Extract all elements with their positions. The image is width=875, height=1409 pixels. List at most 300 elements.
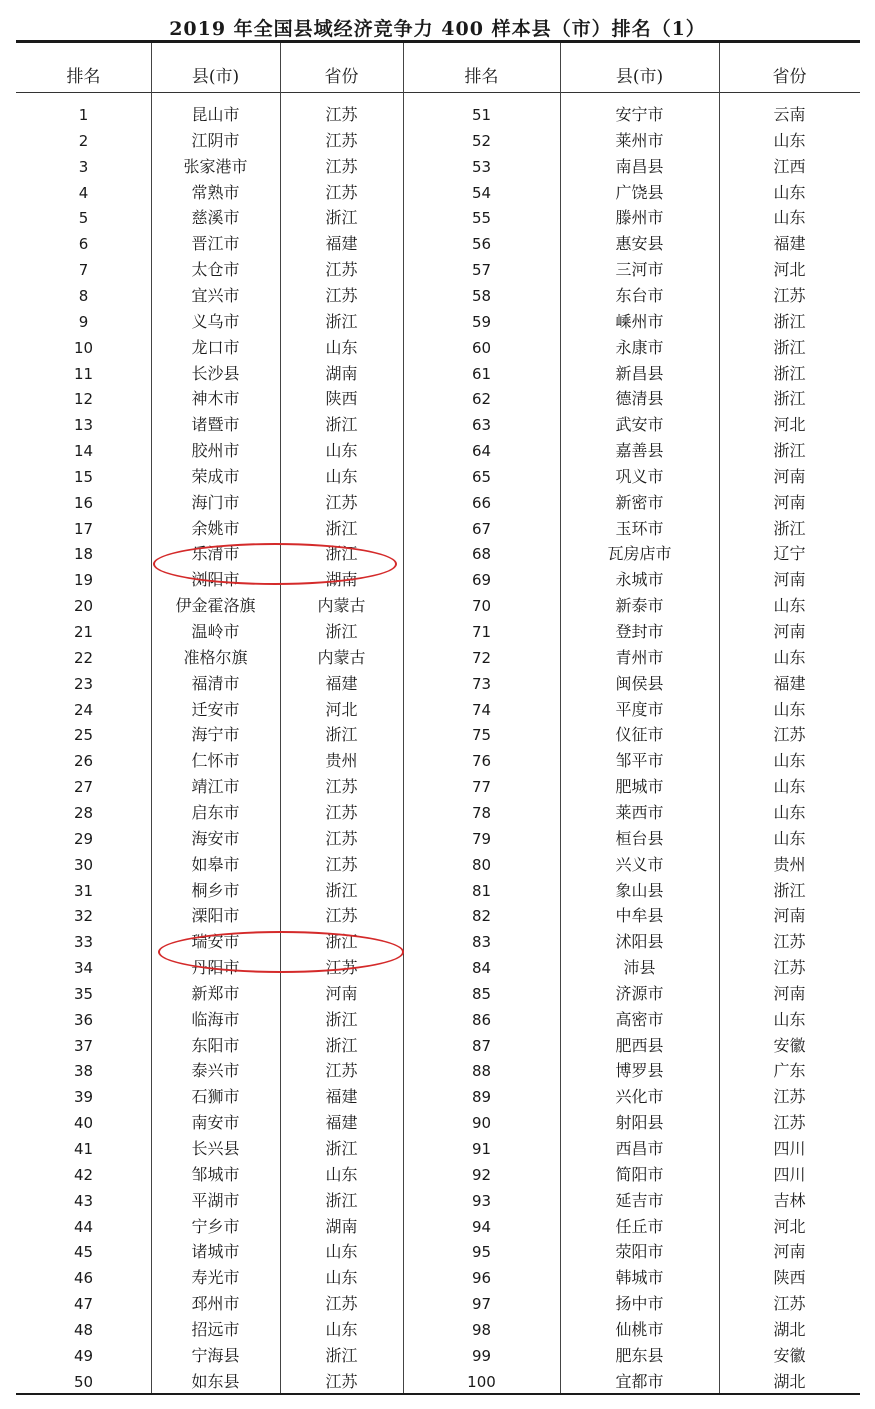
right-county-cell: 莱州市 [615,130,664,150]
right-rank-cell: 54 [471,183,492,202]
right-county-cell: 肥城市 [615,777,664,797]
header-rank-left: 排名 [66,67,101,87]
left-county-cell: 临海市 [191,1009,240,1029]
right-rank-cell: 82 [471,907,492,926]
left-rank-cell: 32 [73,907,94,926]
left-county-cell: 招远市 [191,1319,240,1339]
right-county-cell: 新昌县 [615,363,664,383]
right-province-cell: 山东 [773,828,806,848]
left-county-cell: 桐乡市 [191,880,240,900]
right-rank-cell: 91 [471,1140,492,1158]
left-province-cell: 浙江 [325,622,358,641]
header-county-right: 县(市) [615,67,664,87]
right-county-cell: 安宁市 [615,105,664,124]
right-county-cell: 兴义市 [615,854,664,874]
left-rank-cell: 2 [78,131,89,150]
page-title: 2019 年全国县域经济竞争力 400 样本县（市）排名（1） [169,18,706,40]
right-county-cell: 南昌县 [615,156,664,176]
left-province-cell: 山东 [325,1242,358,1262]
left-county-cell: 邹城市 [191,1164,240,1184]
header-rule [16,92,860,93]
right-county-cell: 永康市 [615,337,664,357]
left-province-cell: 河北 [325,699,358,719]
left-province-cell: 湖南 [325,363,358,383]
right-province-cell: 河南 [773,1242,806,1262]
left-rank-cell: 14 [73,442,94,461]
right-province-cell: 江苏 [773,1113,806,1133]
right-county-cell: 平度市 [615,699,664,719]
right-province-cell: 山东 [773,751,806,771]
left-rank-cell: 29 [73,829,94,848]
right-province-cell: 山东 [773,647,806,667]
left-county-cell: 长沙县 [191,363,240,383]
right-province-cell: 山东 [773,130,806,150]
right-county-cell: 新泰市 [615,596,664,616]
right-province-cell: 河南 [773,622,806,641]
left-county-cell: 启东市 [191,802,240,822]
right-rank-cell: 79 [471,829,492,848]
left-province-cell: 内蒙古 [317,596,366,616]
left-rank-cell: 8 [78,286,89,305]
right-county-cell: 扬中市 [615,1294,664,1314]
right-county-cell: 任丘市 [615,1216,664,1236]
right-county-cell: 延吉市 [615,1190,664,1210]
left-rank-cell: 20 [73,597,94,616]
left-rank-cell: 44 [73,1217,94,1236]
right-province-cell: 江苏 [773,958,806,978]
left-rank-cell: 37 [73,1036,94,1055]
right-county-cell: 仙桃市 [615,1319,664,1339]
right-rank-cell: 77 [471,778,492,797]
right-county-cell: 沭阳县 [615,932,664,952]
right-county-cell: 青州市 [615,647,664,667]
header-county-left: 县(市) [191,67,240,87]
right-rank-cell: 85 [471,984,492,1003]
left-rank-cell: 25 [73,726,94,745]
right-rank-cell: 68 [471,545,492,564]
left-county-cell: 太仓市 [191,260,240,280]
left-province-cell: 浙江 [325,1345,358,1365]
left-county-cell: 新郑市 [191,983,240,1003]
left-county-cell: 福清市 [191,673,240,693]
right-rank-cell: 73 [471,674,492,693]
right-province-cell: 广东 [773,1061,806,1081]
right-rank-cell: 58 [471,286,492,305]
left-rank-cell: 46 [73,1269,94,1288]
right-county-cell: 象山县 [615,880,664,900]
left-rank-cell: 36 [73,1010,94,1029]
left-province-cell: 山东 [325,441,358,461]
left-province-cell: 湖南 [325,570,358,590]
right-county-cell: 肥东县 [615,1345,664,1365]
left-county-cell: 余姚市 [191,518,240,538]
left-rank-cell: 19 [73,571,94,590]
left-county-cell: 昆山市 [191,105,240,124]
left-province-cell: 贵州 [325,751,358,771]
right-rank-cell: 88 [471,1062,492,1081]
left-province-cell: 福建 [325,1113,358,1133]
left-province-cell: 浙江 [325,880,358,900]
left-province-cell: 浙江 [325,725,358,745]
right-province-cell: 山东 [773,802,806,822]
right-rank-cell: 89 [471,1088,492,1107]
right-rank-cell: 63 [471,416,492,435]
left-rank-cell: 15 [73,467,94,486]
right-rank-cell: 93 [471,1191,492,1210]
right-county-cell: 永城市 [615,570,664,590]
right-province-cell: 浙江 [773,363,806,383]
left-province-cell: 浙江 [325,518,358,538]
left-county-cell: 常熟市 [191,182,240,202]
left-county-cell: 泰兴市 [191,1061,240,1081]
right-province-cell: 浙江 [773,311,806,331]
left-rank-cell: 40 [73,1114,94,1133]
right-rank-cell: 78 [471,803,492,822]
right-province-cell: 陕西 [773,1268,806,1288]
left-county-cell: 海宁市 [191,725,240,745]
right-county-cell: 济源市 [615,983,664,1003]
right-province-cell: 江西 [773,156,806,176]
right-province-cell: 河北 [773,1216,806,1236]
right-rank-cell: 52 [471,131,492,150]
right-rank-cell: 98 [471,1320,492,1339]
left-rank-cell: 42 [73,1165,94,1184]
right-province-cell: 安徽 [773,1345,806,1365]
right-province-cell: 安徽 [773,1035,806,1055]
right-county-cell: 巩义市 [615,466,664,486]
left-county-cell: 晋江市 [191,234,240,254]
left-province-cell: 江苏 [325,1371,358,1391]
right-province-cell: 浙江 [773,337,806,357]
left-rank-cell: 45 [73,1243,94,1262]
right-county-cell: 莱西市 [615,802,664,822]
right-county-cell: 新密市 [615,492,664,512]
left-rank-cell: 5 [78,209,89,228]
right-rank-cell: 74 [471,700,492,719]
left-province-cell: 福建 [325,1087,358,1107]
left-county-cell: 诸暨市 [191,415,240,435]
left-province-cell: 江苏 [325,1061,358,1081]
right-county-cell: 三河市 [615,260,664,280]
right-rank-cell: 80 [471,855,492,874]
left-county-cell: 江阴市 [191,130,240,150]
left-county-cell: 准格尔旗 [183,647,248,667]
right-county-cell: 兴化市 [615,1087,664,1107]
right-rank-cell: 86 [471,1010,492,1029]
right-rank-cell: 51 [471,106,492,124]
right-rank-cell: 95 [471,1243,492,1262]
left-rank-cell: 43 [73,1191,94,1210]
right-province-cell: 浙江 [773,441,806,461]
left-county-cell: 长兴县 [191,1139,240,1158]
left-county-cell: 宁海县 [191,1345,240,1365]
right-county-cell: 宜都市 [615,1371,664,1391]
left-rank-cell: 31 [73,881,94,900]
left-county-cell: 溧阳市 [191,906,240,926]
right-rank-cell: 70 [471,597,492,616]
right-province-cell: 湖北 [773,1371,806,1391]
right-province-cell: 山东 [773,182,806,202]
left-province-cell: 内蒙古 [317,647,366,667]
left-province-cell: 浙江 [325,1009,358,1029]
highlight-oval-rank-33 [158,931,404,973]
left-rank-cell: 30 [73,855,94,874]
right-province-cell: 吉林 [773,1190,806,1210]
right-county-cell: 玉环市 [615,518,664,538]
left-rank-cell: 28 [73,803,94,822]
right-province-cell: 浙江 [773,880,806,900]
right-county-cell: 中牟县 [615,906,664,926]
right-rank-cell: 67 [471,519,492,538]
right-county-cell: 邹平市 [615,751,664,771]
left-province-cell: 江苏 [325,182,358,202]
right-county-cell: 荥阳市 [615,1242,664,1262]
left-rank-cell: 49 [73,1346,94,1365]
right-rank-cell: 69 [471,571,492,590]
left-county-cell: 张家港市 [183,156,248,176]
left-county-cell: 诸城市 [191,1242,240,1262]
left-county-cell: 宁乡市 [191,1216,240,1236]
left-rank-cell: 48 [73,1320,94,1339]
right-county-cell: 肥西县 [615,1035,664,1055]
right-rank-cell: 64 [471,442,492,461]
highlight-oval-rank-18 [153,543,397,585]
right-province-cell: 江苏 [773,285,806,305]
right-county-cell: 沛县 [623,958,656,978]
right-rank-cell: 57 [471,261,492,280]
right-province-cell: 辽宁 [773,544,806,564]
left-province-cell: 浙江 [325,932,358,952]
left-county-cell: 如皋市 [191,854,240,874]
left-county-cell: 如东县 [191,1371,240,1391]
left-province-cell: 江苏 [325,777,358,797]
left-county-cell: 仁怀市 [191,751,240,771]
right-county-cell: 韩城市 [615,1268,664,1288]
left-province-cell: 河南 [325,983,358,1003]
left-rank-cell: 27 [73,778,94,797]
left-province-cell: 山东 [325,1164,358,1184]
right-rank-cell: 75 [471,726,492,745]
top-rule [16,40,860,43]
right-province-cell: 浙江 [773,389,806,409]
right-county-cell: 博罗县 [615,1061,664,1081]
right-province-cell: 江苏 [773,932,806,952]
left-county-cell: 宜兴市 [191,285,240,305]
left-province-cell: 山东 [325,466,358,486]
right-rank-cell: 99 [471,1346,492,1365]
left-province-cell: 江苏 [325,828,358,848]
left-county-cell: 东阳市 [191,1035,240,1055]
right-county-cell: 桓台县 [615,828,664,848]
right-province-cell: 山东 [773,777,806,797]
right-rank-cell: 96 [471,1269,492,1288]
left-province-cell: 浙江 [325,1139,358,1158]
left-county-cell: 浏阳市 [191,570,240,590]
right-county-cell: 广饶县 [615,182,664,202]
left-rank-cell: 17 [73,519,94,538]
left-county-cell: 伊金霍洛旗 [175,596,256,616]
right-province-cell: 河南 [773,570,806,590]
left-province-cell: 浙江 [325,415,358,435]
right-county-cell: 西昌市 [615,1139,664,1158]
left-rank-cell: 4 [78,183,89,202]
right-rank-cell: 83 [471,933,492,952]
left-county-cell: 海安市 [191,828,240,848]
right-rank-cell: 94 [471,1217,492,1236]
left-county-cell: 丹阳市 [191,958,240,978]
right-province-cell: 江苏 [773,1294,806,1314]
left-rank-cell: 21 [73,623,94,641]
left-rank-cell: 7 [78,261,89,280]
right-rank-cell: 53 [471,157,492,176]
left-rank-cell: 3 [78,157,89,176]
right-county-cell: 德清县 [615,389,664,409]
right-rank-cell: 62 [471,390,492,409]
left-rank-cell: 24 [73,700,94,719]
right-rank-cell: 84 [471,959,492,978]
right-rank-cell: 66 [471,493,492,512]
left-county-cell: 龙口市 [191,337,240,357]
left-province-cell: 江苏 [325,285,358,305]
right-province-cell: 河南 [773,492,806,512]
right-province-cell: 福建 [773,673,806,693]
left-province-cell: 江苏 [325,156,358,176]
left-rank-cell: 13 [73,416,94,435]
right-county-cell: 高密市 [615,1009,664,1029]
left-rank-cell: 18 [73,545,94,564]
left-rank-cell: 34 [73,959,94,978]
right-county-cell: 简阳市 [615,1164,664,1184]
left-county-cell: 瑞安市 [191,932,240,952]
left-rank-cell: 6 [78,235,89,254]
right-province-cell: 贵州 [773,854,806,874]
right-county-cell: 武安市 [615,415,664,435]
left-county-cell: 乐清市 [191,544,240,564]
left-rank-cell: 50 [73,1372,94,1391]
right-province-cell: 四川 [773,1139,806,1158]
left-province-cell: 江苏 [325,130,358,150]
left-rank-cell: 10 [73,338,94,357]
left-province-cell: 江苏 [325,958,358,978]
right-province-cell: 河南 [773,466,806,486]
right-province-cell: 山东 [773,699,806,719]
left-county-cell: 温岭市 [191,622,240,641]
left-province-cell: 浙江 [325,544,358,564]
left-province-cell: 江苏 [325,1294,358,1314]
right-county-cell: 嵊州市 [615,311,664,331]
right-county-cell: 闽侯县 [615,673,664,693]
left-county-cell: 靖江市 [191,777,240,797]
left-county-cell: 神木市 [191,389,240,409]
right-county-cell: 嘉善县 [615,441,664,461]
header-rank-right: 排名 [464,67,499,87]
left-province-cell: 浙江 [325,208,358,228]
right-province-cell: 河南 [773,983,806,1003]
right-rank-cell: 72 [471,648,492,667]
right-province-cell: 湖北 [773,1319,806,1339]
left-county-cell: 胶州市 [191,441,240,461]
left-rank-cell: 47 [73,1295,94,1314]
left-rank-cell: 11 [73,364,94,383]
right-county-cell: 射阳县 [615,1113,664,1133]
right-rank-cell: 100 [467,1372,496,1391]
right-county-cell: 东台市 [615,285,664,305]
left-rank-cell: 35 [73,984,94,1003]
left-province-cell: 湖南 [325,1216,358,1236]
left-rank-cell: 16 [73,493,94,512]
right-rank-cell: 81 [471,881,492,900]
left-province-cell: 福建 [325,234,358,254]
right-rank-cell: 92 [471,1165,492,1184]
right-province-cell: 山东 [773,208,806,228]
bottom-rule [16,1393,860,1395]
left-county-cell: 义乌市 [191,311,240,331]
right-county-cell: 滕州市 [615,208,664,228]
right-province-cell: 河南 [773,906,806,926]
left-province-cell: 江苏 [325,854,358,874]
right-province-cell: 江苏 [773,1087,806,1107]
right-province-cell: 浙江 [773,518,806,538]
left-province-cell: 江苏 [325,105,358,124]
left-rank-cell: 9 [78,312,89,331]
left-rank-cell: 1 [78,106,89,124]
left-province-cell: 山东 [325,337,358,357]
left-province-cell: 陕西 [325,389,358,409]
left-province-cell: 浙江 [325,311,358,331]
left-rank-cell: 41 [73,1140,94,1158]
right-county-cell: 瓦房店市 [607,544,672,564]
right-province-cell: 江苏 [773,725,806,745]
left-rank-cell: 22 [73,648,94,667]
right-rank-cell: 55 [471,209,492,228]
left-rank-cell: 26 [73,752,94,771]
left-county-cell: 慈溪市 [191,208,240,228]
right-province-cell: 山东 [773,596,806,616]
right-rank-cell: 56 [471,235,492,254]
right-rank-cell: 87 [471,1036,492,1055]
left-county-cell: 荣成市 [191,466,240,486]
right-county-cell: 仪征市 [615,725,664,745]
right-province-cell: 山东 [773,1009,806,1029]
right-rank-cell: 61 [471,364,492,383]
left-province-cell: 福建 [325,673,358,693]
left-rank-cell: 12 [73,390,94,409]
left-province-cell: 江苏 [325,906,358,926]
right-province-cell: 河北 [773,260,806,280]
right-county-cell: 登封市 [615,622,664,641]
left-county-cell: 南安市 [191,1113,240,1133]
left-province-cell: 江苏 [325,260,358,280]
left-province-cell: 江苏 [325,802,358,822]
right-province-cell: 河北 [773,415,806,435]
left-county-cell: 石狮市 [191,1087,240,1107]
left-county-cell: 平湖市 [191,1190,240,1210]
left-rank-cell: 39 [73,1088,94,1107]
right-rank-cell: 76 [471,752,492,771]
right-rank-cell: 59 [471,312,492,331]
right-county-cell: 惠安县 [615,234,664,254]
left-rank-cell: 23 [73,674,94,693]
header-province-left: 省份 [324,67,359,87]
left-province-cell: 山东 [325,1268,358,1288]
left-county-cell: 迁安市 [191,699,240,719]
right-province-cell: 云南 [773,105,806,124]
right-rank-cell: 97 [471,1295,492,1314]
right-rank-cell: 90 [471,1114,492,1133]
left-rank-cell: 33 [73,933,94,952]
right-province-cell: 四川 [773,1164,806,1184]
left-county-cell: 寿光市 [191,1268,240,1288]
